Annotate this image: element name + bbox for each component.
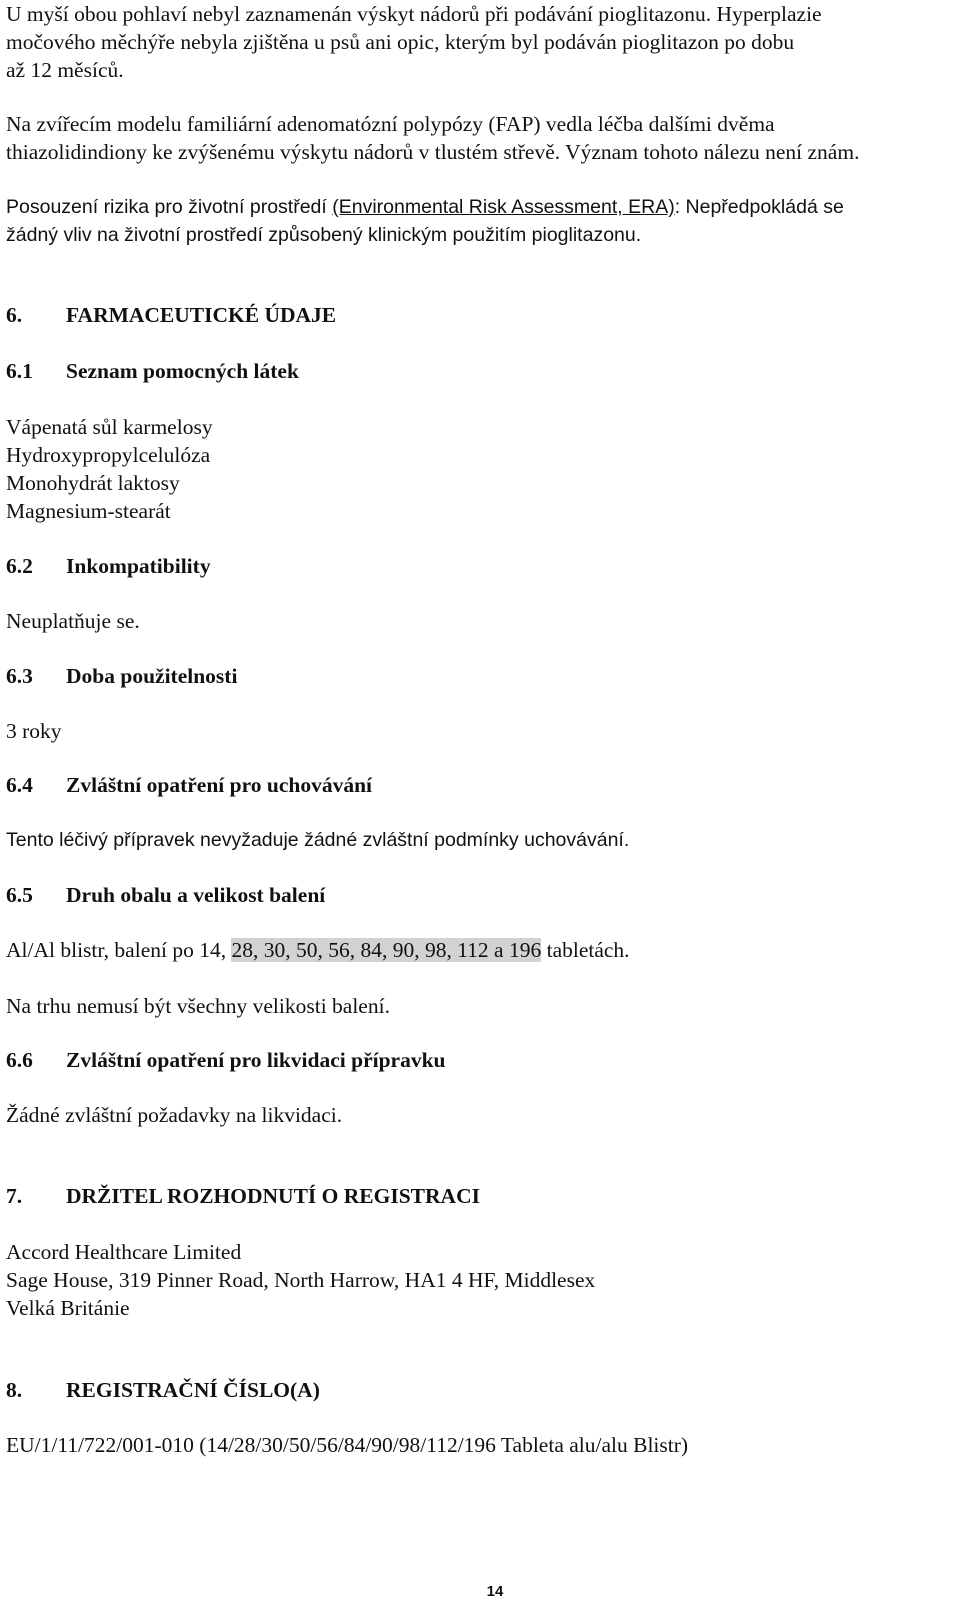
page-number: 14 — [486, 1583, 504, 1600]
section-6-4-heading — [6, 771, 372, 799]
section-title: Inkompatibility — [66, 554, 211, 578]
section-title: Doba použitelnosti — [66, 664, 238, 688]
section-6-heading — [6, 301, 336, 329]
section-text: Žádné zvláštní požadavky na likvidaci. — [6, 1103, 343, 1127]
pack-size-highlighted: 28, 30, 50, 56, 84, 90, 98, 112 a 196 — [231, 938, 542, 962]
paragraph-line: močového měchýře nebyla zjištěna u psů ani opic, kterým byl podáván pioglitazon po dobu — [6, 30, 795, 54]
section-title: Zvláštní opatření pro uchovávání — [66, 773, 373, 797]
registration-number: EU/1/11/722/001-010 (14/28/30/50/56/84/90/98/112/196 Tableta alu/alu Blistr) — [6, 1433, 689, 1457]
section-number: 6.4 — [6, 773, 33, 797]
paragraph-line: U myší obou pohlaví nebyl zaznamenán výskyt nádorů při podávání pioglitazonu. Hyperplazie — [6, 2, 822, 26]
holder-line: Accord Healthcare Limited — [6, 1240, 242, 1264]
section-number: 6. — [6, 303, 23, 327]
section-text: Tento léčivý přípravek nevyžaduje žádné zvláštní podmínky uchovávání. — [6, 829, 630, 851]
excipient-item: Hydroxypropylcelulóza — [6, 443, 211, 467]
section-title: Druh obalu a velikost balení — [66, 883, 326, 907]
era-text-start: Posouzení rizika pro životní prostředí — [6, 196, 333, 218]
section-text: Neuplatňuje se. — [6, 609, 140, 633]
era-paragraph-line — [6, 193, 844, 221]
section-number: 8. — [6, 1378, 23, 1402]
pack-size-line — [6, 936, 630, 964]
section-number: 6.1 — [6, 359, 33, 383]
pack-size-text-start: Al/Al blistr, balení po 14, — [6, 938, 232, 962]
era-paragraph-line: žádný vliv na životní prostředí způsobený klinickým použitím pioglitazonu. — [6, 224, 642, 246]
era-text-end: : Nepředpokládá se — [674, 196, 844, 218]
section-number: 6.6 — [6, 1048, 33, 1072]
pack-size-text-end: tabletách. — [541, 938, 630, 962]
section-text: Na trhu nemusí být všechny velikosti balení. — [6, 994, 390, 1018]
paragraph-line: Na zvířecím modelu familiární adenomatózní polypózy (FAP) vedla léčba dalšími dvěma — [6, 112, 775, 136]
section-title: FARMACEUTICKÉ ÚDAJE — [66, 303, 337, 327]
section-number: 6.5 — [6, 883, 33, 907]
section-7-heading — [6, 1182, 480, 1210]
era-underlined-term: (Environmental Risk Assessment, ERA) — [332, 196, 675, 218]
holder-line: Sage House, 319 Pinner Road, North Harrow, HA1 4 HF, Middlesex — [6, 1268, 596, 1292]
section-title: Seznam pomocných látek — [66, 359, 299, 383]
paragraph-line: až 12 měsíců. — [6, 58, 124, 82]
holder-line: Velká Británie — [6, 1296, 130, 1320]
section-title: Zvláštní opatření pro likvidaci přípravku — [66, 1048, 446, 1072]
excipient-item: Monohydrát laktosy — [6, 471, 180, 495]
section-6-6-heading — [6, 1046, 446, 1074]
section-6-5-heading — [6, 881, 325, 909]
section-number: 6.3 — [6, 664, 33, 688]
section-title: DRŽITEL ROZHODNUTÍ O REGISTRACI — [66, 1184, 480, 1208]
section-text: 3 roky — [6, 719, 62, 743]
section-6-1-heading — [6, 357, 299, 385]
section-6-3-heading — [6, 662, 237, 690]
excipient-item: Vápenatá sůl karmelosy — [6, 415, 213, 439]
section-number: 7. — [6, 1184, 23, 1208]
section-number: 6.2 — [6, 554, 33, 578]
section-8-heading — [6, 1376, 320, 1404]
section-6-2-heading — [6, 552, 211, 580]
section-title: REGISTRAČNÍ ČÍSLO(A) — [66, 1378, 320, 1402]
paragraph-line: thiazolidindiony ke zvýšenému výskytu nádorů v tlustém střevě. Význam tohoto nálezu není znám. — [6, 140, 860, 164]
excipient-item: Magnesium-stearát — [6, 499, 171, 523]
